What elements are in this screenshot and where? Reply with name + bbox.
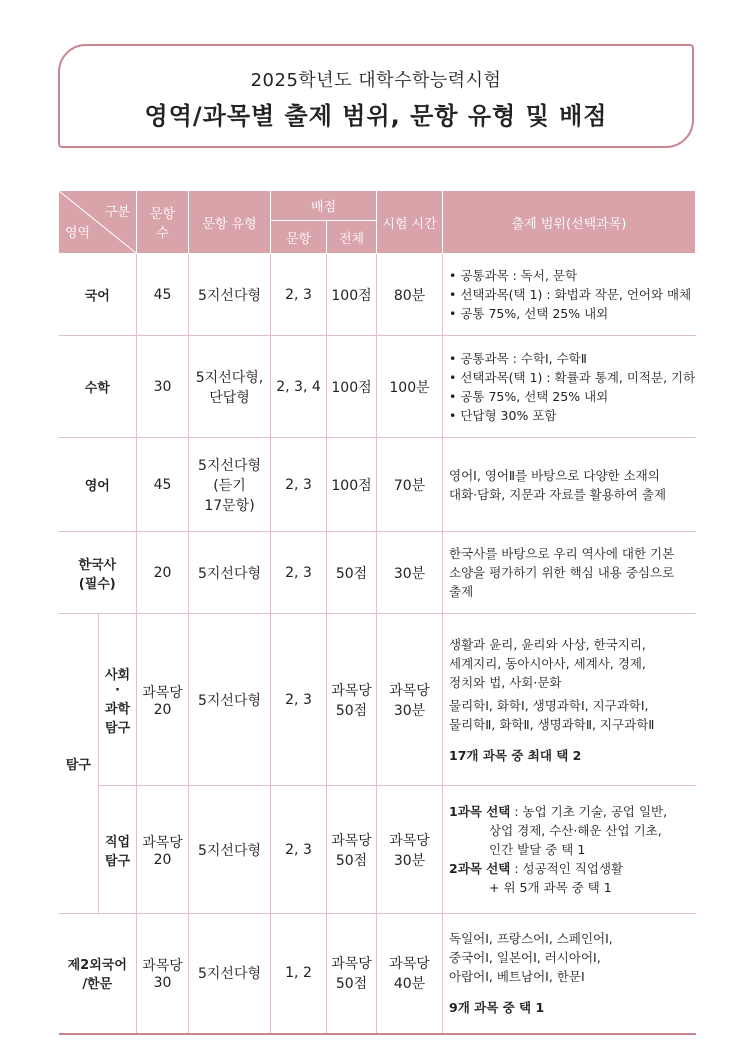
count: 과목당 30 xyxy=(137,914,189,1034)
time: 과목당 30분 xyxy=(377,614,443,786)
type: 5지선다형 xyxy=(189,914,271,1034)
area-math: 수학 xyxy=(59,336,137,438)
area-korean: 국어 xyxy=(59,254,137,336)
time: 80분 xyxy=(377,254,443,336)
type: 5지선다형 (듣기 17문항) xyxy=(189,438,271,532)
area-inquiry: 탐구 xyxy=(59,614,99,914)
score-total: 과목당 50점 xyxy=(327,614,377,786)
time: 100분 xyxy=(377,336,443,438)
range: 생활과 윤리, 윤리와 사상, 한국지리, 세계지리, 동아시아사, 세계사, 경제, 정치와 법, 사회·문화 물리학Ⅰ, 화학Ⅰ, 생명과학Ⅰ, 지구과학Ⅰ, 물리학Ⅱ, 화학Ⅱ, 생명과학Ⅱ, 지구과학Ⅱ 17개 과목 중 최대 택 2 xyxy=(443,614,696,786)
row-history xyxy=(59,532,696,614)
range: • 공통과목 : 수학Ⅰ, 수학Ⅱ • 선택과목(택 1) : 확률과 통계, 미적분, 기하 • 공통 75%, 선택 25% 내외 • 단답형 30% 포함 xyxy=(443,336,696,438)
header-range: 출제 범위(선택과목) xyxy=(443,191,696,254)
score-total: 과목당 50점 xyxy=(327,914,377,1034)
header-corner xyxy=(59,191,137,254)
page-title: 영역/과목별 출제 범위, 문항 유형 및 배점 xyxy=(144,102,608,130)
score-total: 100점 xyxy=(327,336,377,438)
count: 과목당 20 xyxy=(137,614,189,786)
score-item: 2, 3, 4 xyxy=(271,336,327,438)
score-item: 2, 3 xyxy=(271,532,327,614)
count: 30 xyxy=(137,336,189,438)
header-score-total: 전체 xyxy=(327,221,377,254)
range: 한국사를 바탕으로 우리 역사에 대한 기본 소양을 평가하기 위한 핵심 내용 중심으로 출제 xyxy=(443,532,696,614)
count: 과목당 20 xyxy=(137,786,189,914)
header-count: 문항 수 xyxy=(137,191,189,254)
row-foreign xyxy=(59,914,696,1034)
title-year: 2025학년도 대학수학능력시험 xyxy=(250,70,502,91)
row-english xyxy=(59,438,696,532)
score-item: 2, 3 xyxy=(271,786,327,914)
row-math xyxy=(59,336,696,438)
range: • 공통과목 : 독서, 문학 • 선택과목(택 1) : 화법과 작문, 언어와 매체 • 공통 75%, 선택 25% 내외 xyxy=(443,254,696,336)
sub-vocational: 직업 탐구 xyxy=(99,786,137,914)
header-score: 배점 xyxy=(271,191,377,221)
range: 1과목 선택 : 농업 기초 기술, 공업 일반, 상업 경제, 수산·해운 산업 기초, 인간 발달 중 택 1 2과목 선택 : 성공적인 직업생활 + 위 5개 과목 중 택 1 xyxy=(443,786,696,914)
score-item: 2, 3 xyxy=(271,614,327,786)
header-score-item: 문항 xyxy=(271,221,327,254)
area-history: 한국사 (필수) xyxy=(59,532,137,614)
range: 독일어Ⅰ, 프랑스어Ⅰ, 스페인어Ⅰ, 중국어Ⅰ, 일본어Ⅰ, 러시아어Ⅰ, 아랍어Ⅰ, 베트남어Ⅰ, 한문Ⅰ 9개 과목 중 택 1 xyxy=(443,914,696,1034)
area-foreign: 제2외국어 /한문 xyxy=(59,914,137,1034)
header-type: 문항 유형 xyxy=(189,191,271,254)
score-total: 100점 xyxy=(327,254,377,336)
header-gubun: 구분 xyxy=(104,205,130,220)
score-item: 2, 3 xyxy=(271,254,327,336)
type: 5지선다형, 단답형 xyxy=(189,336,271,438)
time: 70분 xyxy=(377,438,443,532)
count: 20 xyxy=(137,532,189,614)
sub-social-science: 사회 · 과학 탐구 xyxy=(99,614,137,786)
type: 5지선다형 xyxy=(189,254,271,336)
type: 5지선다형 xyxy=(189,614,271,786)
row-inquiry-vocational xyxy=(59,786,696,914)
type: 5지선다형 xyxy=(189,532,271,614)
time: 30분 xyxy=(377,532,443,614)
time: 과목당 40분 xyxy=(377,914,443,1034)
score-total: 과목당 50점 xyxy=(327,786,377,914)
score-total: 50점 xyxy=(327,532,377,614)
range: 영어Ⅰ, 영어Ⅱ를 바탕으로 다양한 소재의 대화·담화, 지문과 자료를 활용하여 출제 xyxy=(443,438,696,532)
header-area: 영역 xyxy=(65,226,91,241)
count: 45 xyxy=(137,254,189,336)
area-english: 영어 xyxy=(59,438,137,532)
header-time: 시험 시간 xyxy=(377,191,443,254)
type: 5지선다형 xyxy=(189,786,271,914)
score-item: 2, 3 xyxy=(271,438,327,532)
score-item: 1, 2 xyxy=(271,914,327,1034)
title-box xyxy=(58,44,694,148)
score-total: 100점 xyxy=(327,438,377,532)
count: 45 xyxy=(137,438,189,532)
exam-table xyxy=(58,190,696,1035)
time: 과목당 30분 xyxy=(377,786,443,914)
row-inquiry-social-science xyxy=(59,614,696,786)
row-korean xyxy=(59,254,696,336)
